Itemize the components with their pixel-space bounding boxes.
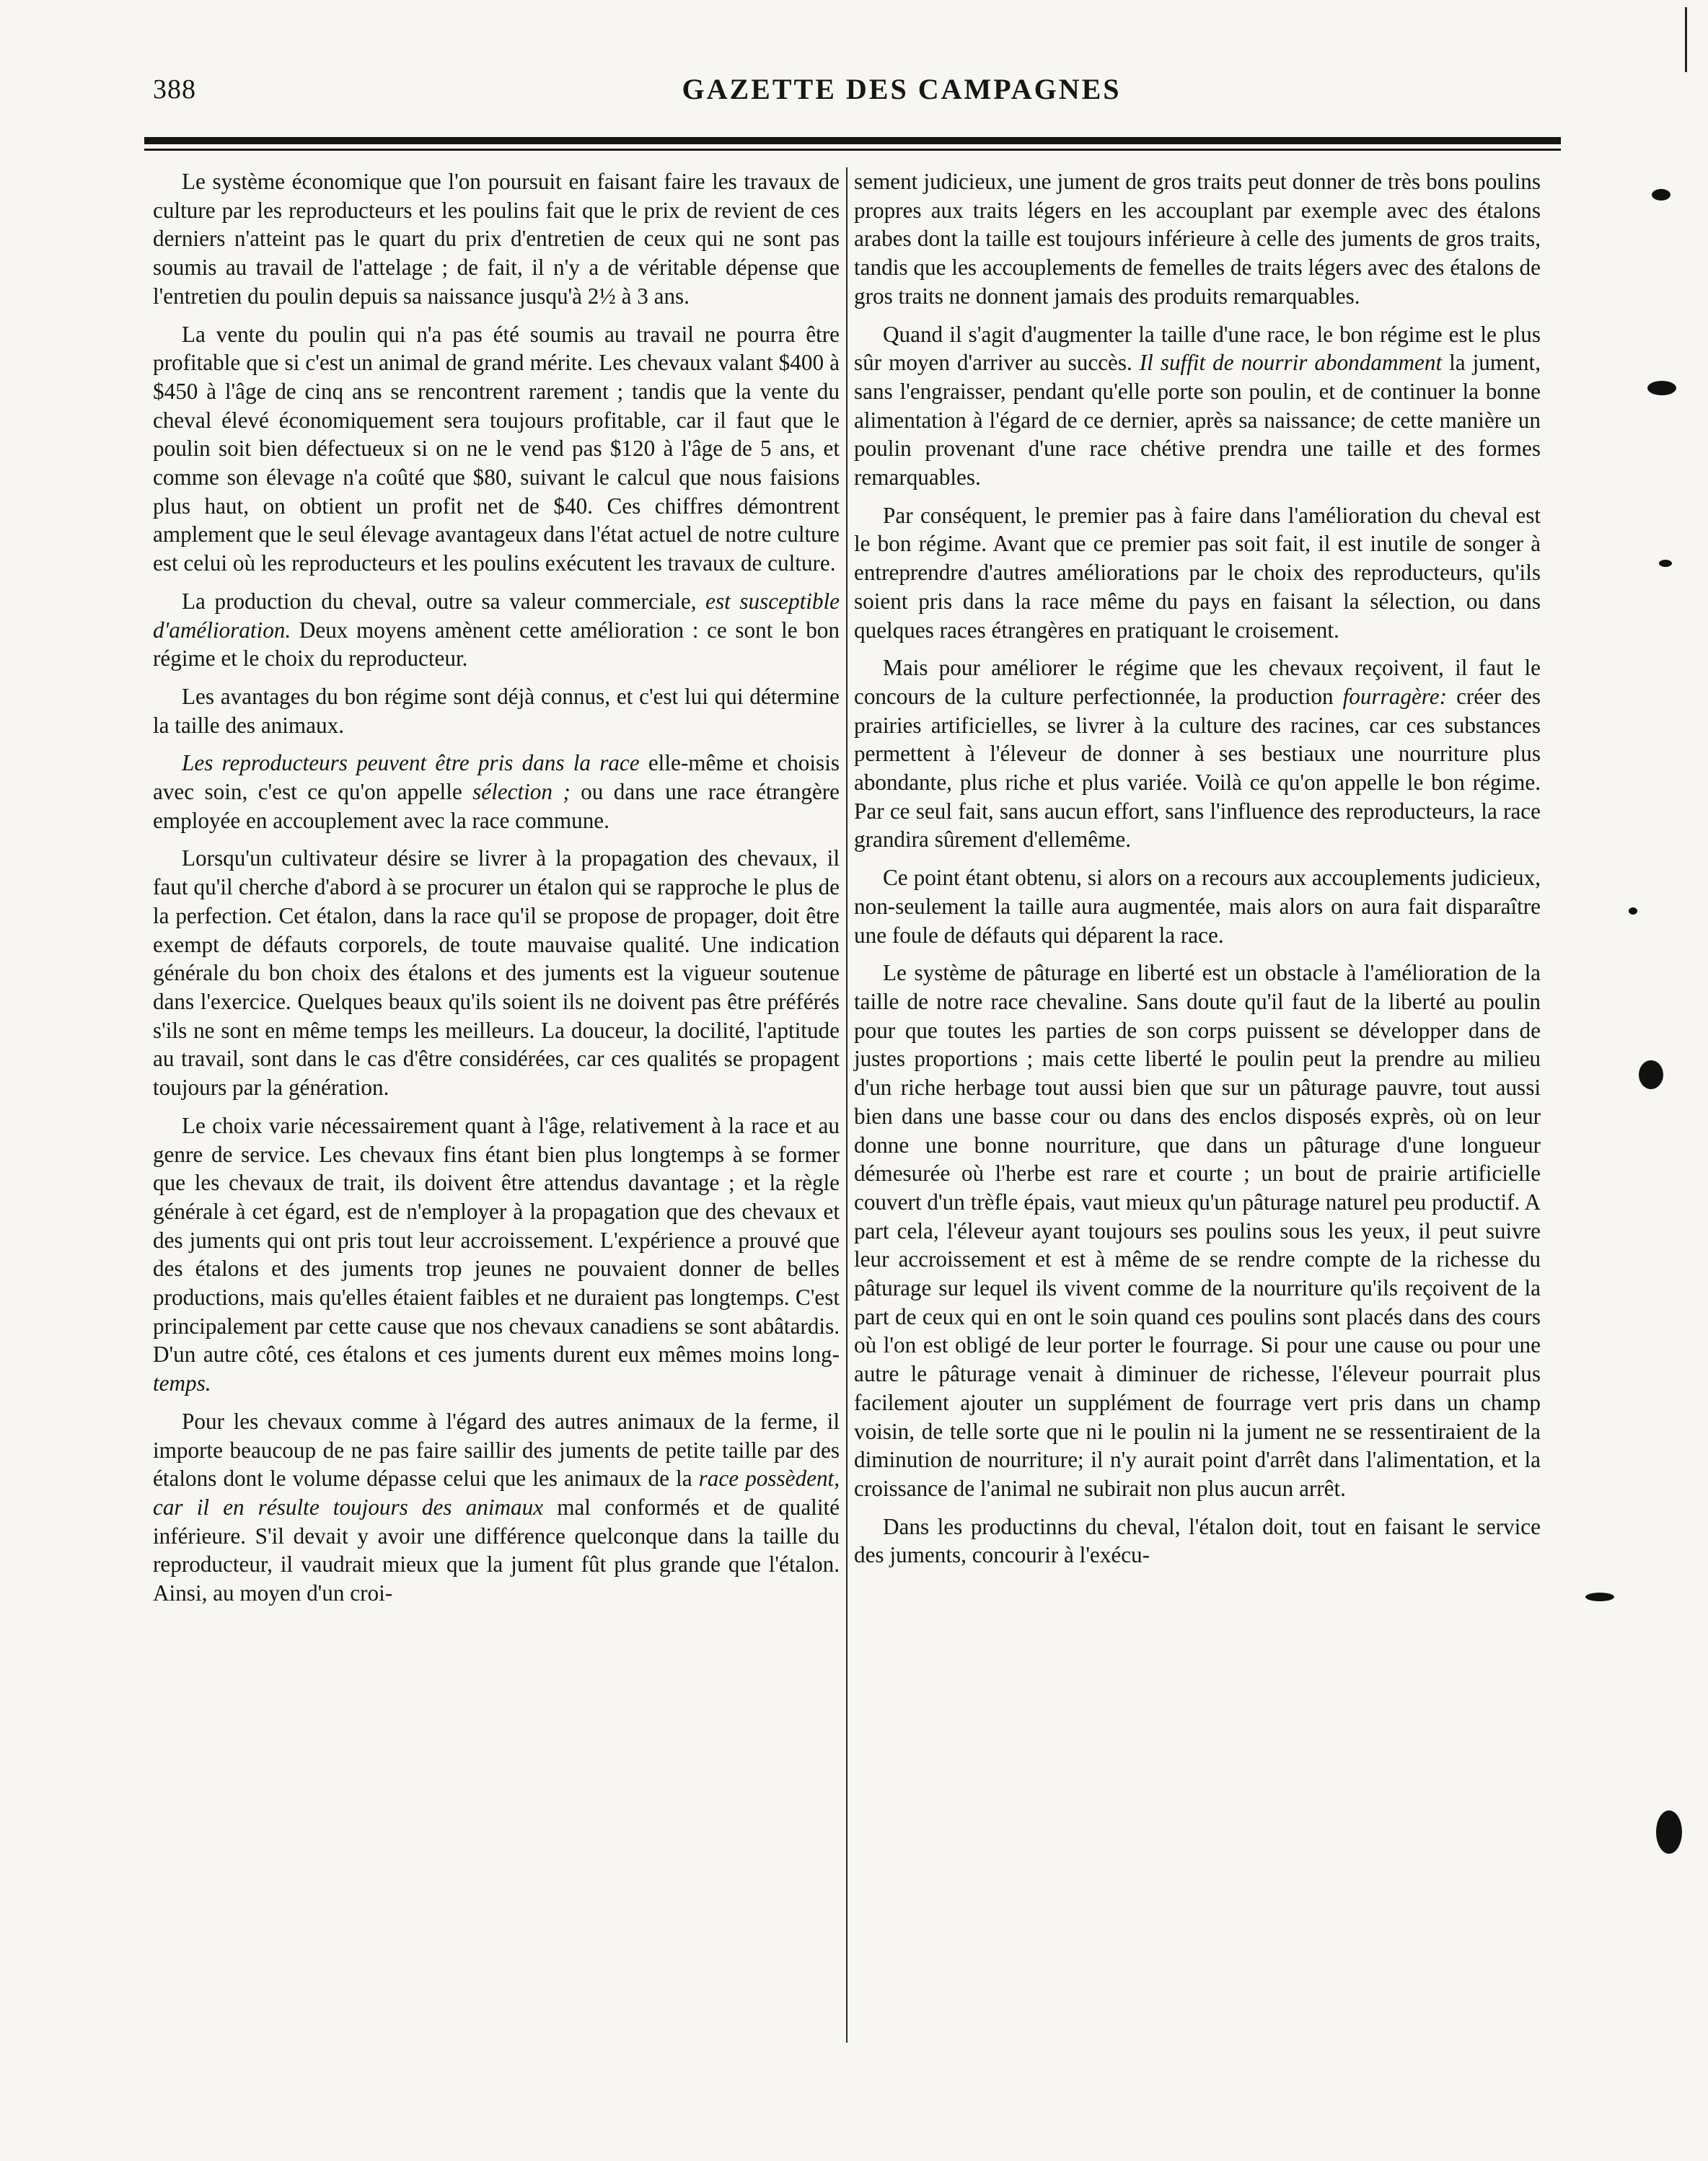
paragraph [153,167,840,311]
italic-text: sélection ; [472,779,571,805]
page-number: 388 [153,74,196,105]
paragraph-text: Lorsqu'un cultivateur désire se livrer à la propagation des chevaux, il faut qu'il cherche d'abord à se procurer un étalon qui se rapproche le plus de la perfection. Cet étalon, dans la race qu'il se propose de propager, doit être exempt de défauts corporels, de toute mauvaise qualité. Une indication générale du bon choix des étalons et des juments est la vigueur soutenue dans l'exercice. Quelques beaux qu'ils soient ils ne doivent pas être préférés s'ils ne sont en même temps les meilleurs. La douceur, la docilité, l'aptitude au travail, sont dans le cas d'être considérées, car ces qualités se propagent toujours par la génération. [153,845,840,1101]
paragraph-text: La production du cheval, outre sa valeur commerciale, [182,588,706,614]
right-column [854,167,1541,1579]
margin-mark [1685,7,1687,72]
ink-speck [1639,1060,1663,1089]
paragraph [153,320,840,578]
italic-text: temps. [153,1370,211,1396]
paragraph [153,1112,840,1398]
italic-text: est susceptible d'amélioration. [153,588,840,643]
paragraph-text: Mais pour améliorer le régime que les chevaux reçoivent, il faut le concours de la culture perfectionnée, la production [854,655,1541,709]
paragraph-text: La vente du poulin qui n'a pas été soumis au travail ne pourra être profitable que si c'est un animal de grand mérite. Les chevaux valant $400 à $450 à l'âge de cinq ans se rencontrent rarement ; tandis que la vente du cheval élevé économiquement sera toujours profitable, car il faut que le poulin soit bien défectueux si on ne le vend pas $120 à l'âge de 5 ans, et comme son élevage n'a coûté que $80, suivant le calcul que nous faisions plus haut, on obtient un profit net de $40. Ces chiffres démontrent amplement que le seul élevage avantageux dans l'état actuel de notre culture est celui où les reproducteurs et les poulins exécutent les travaux de culture. [153,321,840,576]
italic-text: Les reproducteurs peuvent être pris dans la race [182,750,640,776]
paragraph [153,844,840,1101]
ink-speck [1656,1810,1682,1854]
italic-text: race possèdent, car il en résulte toujours des animaux [153,1466,840,1520]
paragraph-text: Par conséquent, le premier pas à faire dans l'amélioration du cheval est le bon régime. Avant que ce premier pas soit fait, il est inutile de songer à entreprendre d'autres améliorations par le choix des reproducteurs, qu'ils soient pris dans la race même du pays en faisant la sélection, ou dans quelques races étrangères en pratiquant le croisement. [854,502,1541,643]
paragraph-text: créer des prairies artificielles, se livrer à la culture des racines, car ces substances permettent à l'éleveur de donner à ses bestiaux une nourriture plus abondante, plus riche et plus variée. Voilà ce qu'on appelle le bon régime. Par ce seul fait, sans aucun effort, sans l'influence des reproducteurs, la race grandira sûrement d'ellemême. [854,683,1541,853]
paragraph-text: Quand il s'agit d'augmenter la taille d'une race, le bon régime est le plus sûr moyen d'arriver au succès. [854,321,1541,376]
column-divider [846,167,848,2043]
paragraph-text: Ce point étant obtenu, si alors on a recours aux accouplements judicieux, non-seulement la taille aura augmentée, mais alors on aura fait disparaître une foule de défauts qui déparent la race. [854,865,1541,948]
ink-speck [1652,189,1670,201]
paragraph [854,501,1541,645]
ink-speck [1659,560,1672,567]
paragraph-text: Les avantages du bon régime sont déjà connus, et c'est lui qui détermine la taille des animaux. [153,683,840,738]
paragraph-text: Dans les productinns du cheval, l'étalon doit, tout en faisant le service des juments, concourir à l'exécu- [854,1513,1541,1568]
paragraph [854,1513,1541,1570]
running-title: GAZETTE DES CAMPAGNES [682,73,1122,105]
paragraph [854,167,1541,311]
paragraph-text: Pour les chevaux comme à l'égard des autres animaux de la ferme, il importe beaucoup de ne pas faire saillir des juments de petite taille par des étalons dont le volume dépasse celui que les animaux de la [153,1408,840,1492]
paragraph [854,653,1541,854]
ink-speck [1585,1593,1614,1601]
paragraph-text: Deux moyens amènent cette amélioration : ce sont le bon régime et le choix du reproducteur. [153,617,840,672]
paragraph [854,863,1541,949]
paragraph-text: Le choix varie nécessairement quant à l'âge, relativement à la race et au genre de service. Les chevaux fins étant bien plus longtemps à se former que les chevaux de trait, ils doivent être attendus davantage ; et la règle générale à cet égard, est de n'employer à la propagation que des chevaux et des juments qui ont pris tout leur accroissement. L'expérience a prouvé que des étalons et des juments trop jeunes ne pouvaient donner de belles productions, mais qu'elles étaient faibles et ne duraient pas longtemps. C'est principalement par cette cause que nos chevaux canadiens se sont abâtardis. D'un autre côté, ces étalons et ces juments durent eux mêmes moins long- [153,1112,840,1368]
ink-speck [1629,907,1637,915]
header-rule-thick [144,137,1561,144]
paragraph [854,320,1541,492]
paragraph-text: ou dans une race étrangère employée en accouplement avec la race commune. [153,779,840,833]
paragraph [854,959,1541,1502]
paragraph [153,1407,840,1608]
paragraph-text: Le système de pâturage en liberté est un obstacle à l'amélioration de la taille de notre race chevaline. Sans doute qu'il faut de la liberté au poulin pour que toutes les parties de son corps puissent se développer dans de justes proportions ; mais cette liberté le poulin peut la prendre au milieu d'un riche herbage tout aussi bien que sur un pâturage pauvre, tout aussi bien dans une basse cour ou dans des enclos disposés exprès, où on leur donne une bonne nourriture, que dans un pâturage d'une longueur démesurée où l'herbe est rare et courte ; un bout de prairie artificielle couvert d'un trèfle épais, vaut mieux qu'un pâturage naturel peu productif. A part cela, l'éleveur ayant toujours ses poulins sous les yeux, il peut suivre leur accroissement et est à même de se rendre compte de la richesse du pâturage sur lequel ils vivent comme de la nourriture qu'ils reçoivent de la part de ceux qui en ont le soin quand ces poulins sont placés dans des cours où l'on est obligé de leur porter le fourrage. Si pour une cause ou pour une autre le pâturage venait à diminuer de richesse, l'éleveur pourrait plus facilement ajouter un supplément de fourrage vert pris dans un champ voisin, de telle sorte que ni le poulin ni la jument ne se ressentiraient de la diminution de nourriture; il n'y aurait point d'arrêt dans l'alimentation, et la croissance de l'animal ne subirait non plus aucun arrêt. [854,960,1541,1501]
paragraph-text: elle-même et choisis avec soin, c'est ce qu'on appelle [153,750,840,805]
paragraph-text: mal conformés et de qualité inférieure. S'il devait y avoir une différence quelconque dans la taille du reproducteur, il vaudrait mieux que la jument fût plus grande que l'étalon. Ainsi, au moyen d'un croi- [153,1494,840,1606]
paragraph-text: Le système économique que l'on poursuit en faisant faire les travaux de culture par les reproducteurs et les poulins fait que le prix de revient de ces derniers n'atteint pas le quart du prix d'entretien de ceux qui ne sont pas soumis au travail de l'attelage ; de fait, il n'y a de véritable dépense que l'entretien du poulin depuis sa naissance jusqu'à 2½ à 3 ans. [153,169,840,309]
ink-speck [1647,381,1676,395]
italic-text: Il suffit de nourrir abondamment [1139,350,1443,376]
italic-text: fourragère: [1342,683,1448,709]
paragraph [153,682,840,739]
paragraph [153,749,840,835]
paragraph [153,587,840,673]
header-rule-thin [144,149,1561,151]
paragraph-text: la jument, sans l'engraisser, pendant qu'elle porte son poulin, et de continuer la bonne alimentation à l'égard de ce dernier, après sa naissance; de cette manière un poulin provenant d'une race chétive prendra une taille et des formes remarquables. [854,350,1541,490]
paragraph-text: sement judicieux, une jument de gros traits peut donner de très bons poulins propres aux traits légers en les accouplant par exemple avec des étalons arabes dont la taille est toujours inférieure à celle des juments de gros traits, tandis que les accouplements de femelles de traits légers avec des étalons de gros traits ne donnent jamais des produits remarquables. [854,169,1541,309]
left-column [153,167,840,1617]
